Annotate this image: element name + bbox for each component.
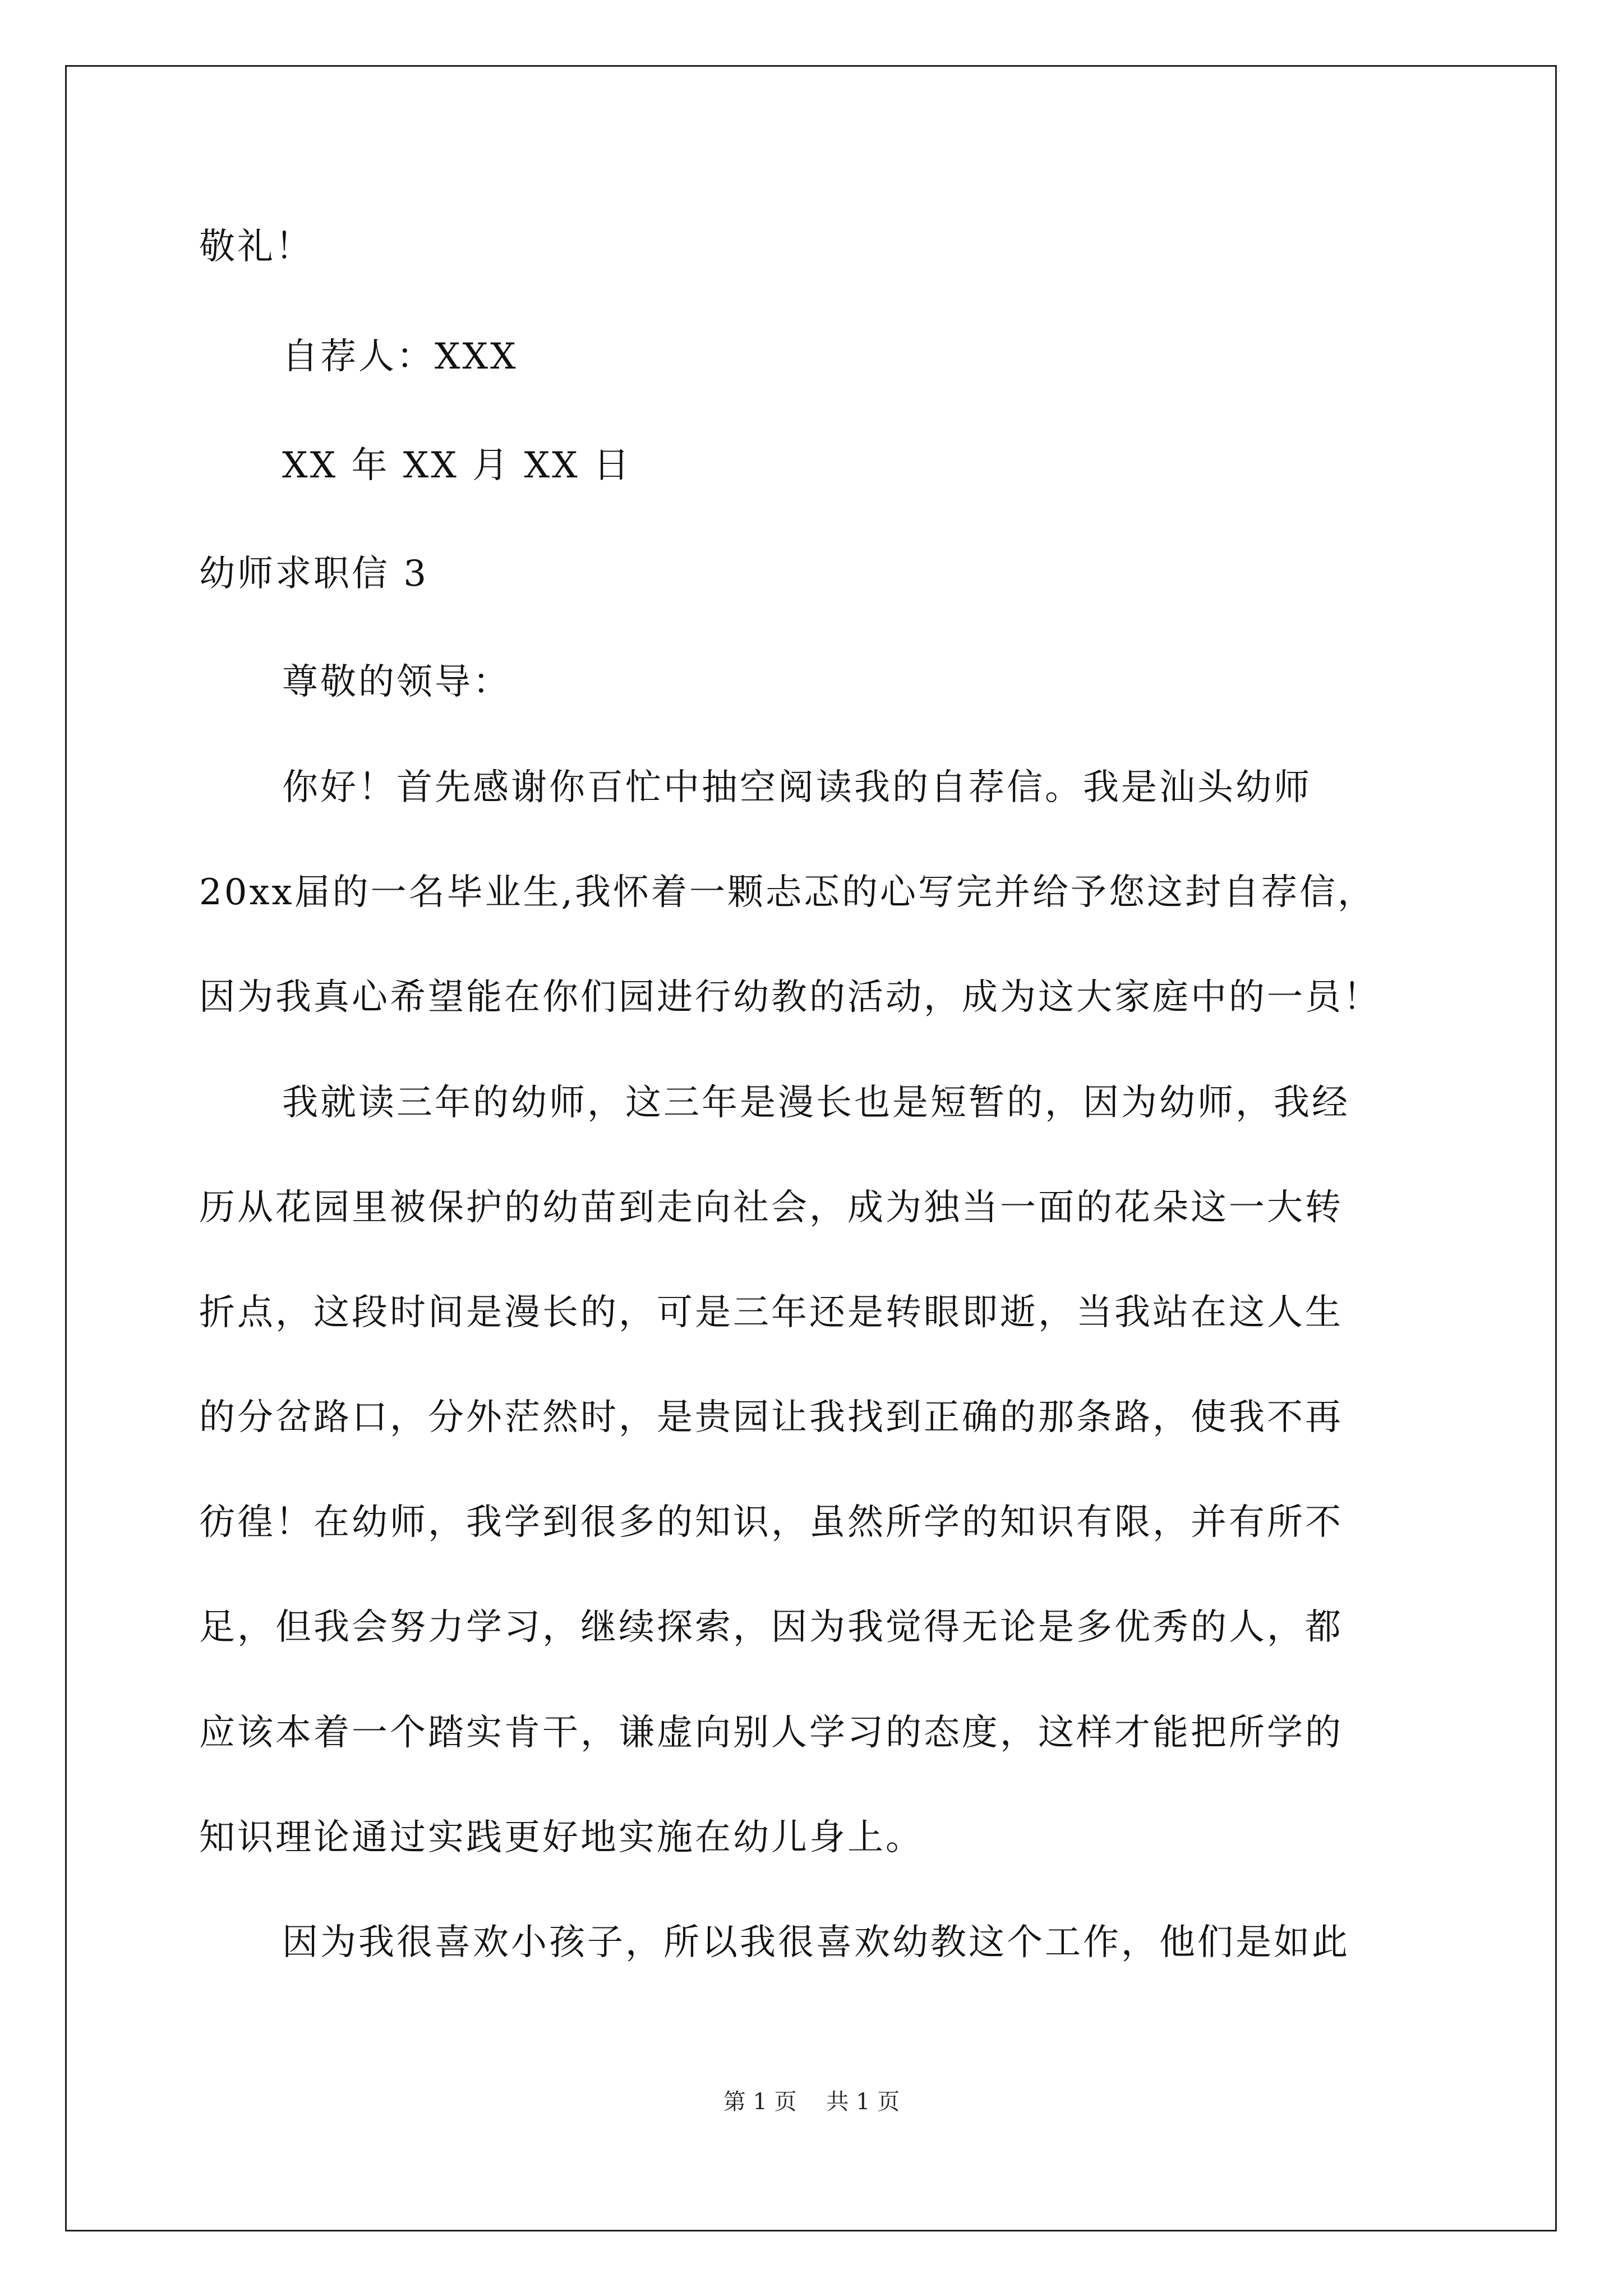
body-line: 知识理论通过实践更好地实施在幼儿身上。	[199, 1817, 924, 1858]
page-number-total: 共 1 页	[826, 2089, 900, 2115]
body-line: 的分岔路口，分外茫然时，是贵园让我找到正确的那条路，使我不再	[199, 1397, 1343, 1438]
body-line: 应该本着一个踏实肯干，谦虚向别人学习的态度，这样才能把所学的	[199, 1712, 1343, 1754]
date-line: XX 年 XX 月 XX 日	[282, 445, 632, 486]
page-number-current: 第 1 页	[723, 2089, 797, 2115]
section-title: 幼师求职信 3	[199, 553, 429, 595]
body-line: 足，但我会努力学习，继续探索，因为我觉得无论是多优秀的人，都	[199, 1607, 1343, 1648]
body-line: 因为我真心希望能在你们园进行幼教的活动，成为这大家庭中的一员！	[199, 977, 1381, 1018]
body-line: 我就读三年的幼师，这三年是漫长也是短暂的，因为幼师，我经	[282, 1082, 1350, 1124]
salutation-line: 尊敬的领导：	[282, 661, 511, 703]
body-line: 因为我很喜欢小孩子，所以我很喜欢幼教这个工作，他们是如此	[282, 1922, 1350, 1963]
page-footer	[0, 2088, 1623, 2116]
body-line: 彷徨！在幼师，我学到很多的知识，虽然所学的知识有限，并有所不	[199, 1502, 1343, 1543]
page-border	[65, 65, 1557, 2231]
body-line: 折点，这段时间是漫长的，可是三年还是转眼即逝，当我站在这人生	[199, 1292, 1343, 1333]
body-line: 你好！首先感谢你百忙中抽空阅读我的自荐信。我是汕头幼师	[282, 767, 1312, 808]
closing-line: 敬礼！	[199, 226, 313, 268]
signer-line: 自荐人：XXX	[282, 336, 518, 378]
body-line: 20xx届的一名毕业生,我怀着一颗忐忑的心写完并给予您这封自荐信，	[199, 872, 1376, 913]
body-line: 历从花园里被保护的幼苗到走向社会，成为独当一面的花朵这一大转	[199, 1187, 1343, 1228]
